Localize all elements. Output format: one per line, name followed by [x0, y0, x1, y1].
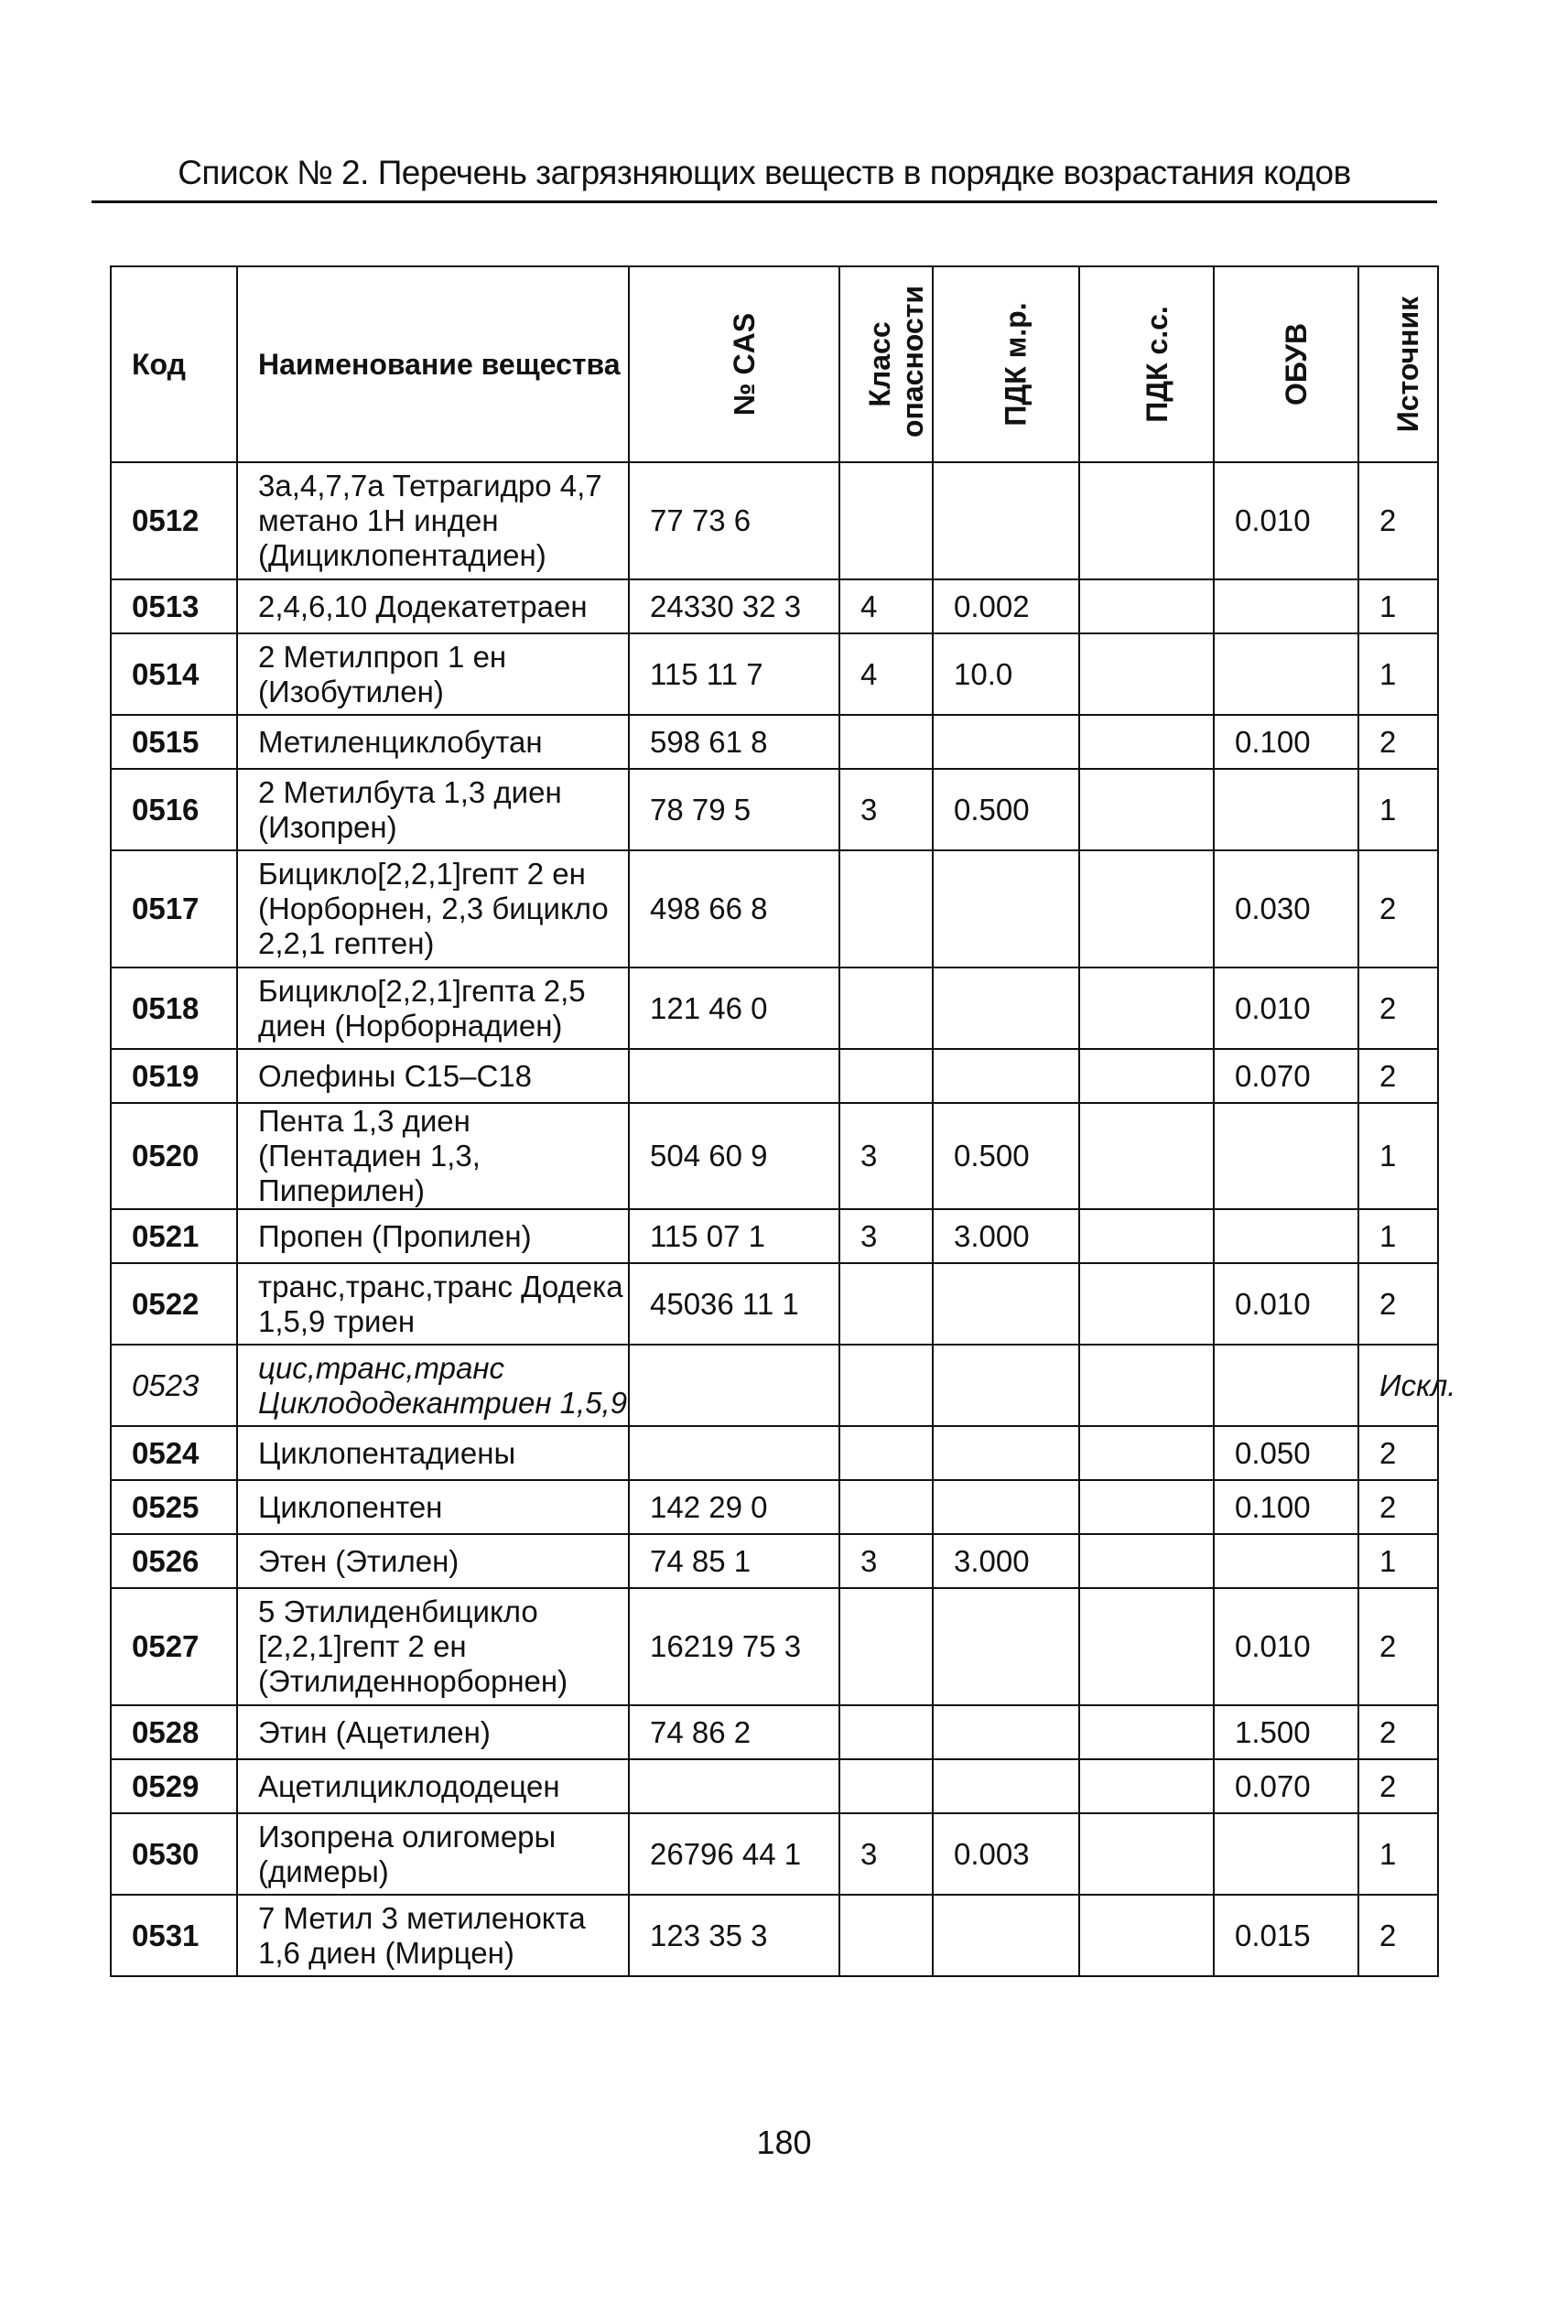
cell-cas: 115 07 1 [629, 1209, 839, 1263]
cell-source: 2 [1358, 1263, 1438, 1345]
cell-source: 1 [1358, 1209, 1438, 1263]
header-obuv [1214, 266, 1358, 462]
cell-cas: 504 60 9 [629, 1103, 839, 1209]
cell-code: 0527 [111, 1588, 237, 1705]
table-row [111, 1103, 1438, 1209]
cell-source: 1 [1358, 1813, 1438, 1895]
cell-source: 2 [1358, 462, 1438, 579]
cell-pdk-mr: 0.500 [933, 1103, 1079, 1209]
cell-pdk-mr: 0.003 [933, 1813, 1079, 1895]
cell-name: Ацетилциклододецен [237, 1759, 629, 1813]
cell-cas [629, 1426, 839, 1480]
cell-hazard-class: 3 [839, 1534, 933, 1588]
cell-pdk-ss [1079, 462, 1214, 579]
cell-source: 2 [1358, 715, 1438, 769]
table-row [111, 769, 1438, 850]
cell-hazard-class [839, 1263, 933, 1345]
cell-name: Метиленциклобутан [237, 715, 629, 769]
cell-hazard-class [839, 1588, 933, 1705]
header-pdk-ss-label: ПДК с.с. [1140, 306, 1173, 423]
cell-name: Циклопентен [237, 1480, 629, 1534]
cell-obuv: 0.015 [1214, 1895, 1358, 1976]
cell-hazard-class [839, 1426, 933, 1480]
cell-cas: 498 66 8 [629, 850, 839, 967]
substances-table [110, 265, 1456, 1977]
cell-code: 0521 [111, 1209, 237, 1263]
cell-name: 7 Метил 3 метиленокта 1,6 диен (Мирцен) [237, 1895, 629, 1976]
table-row [111, 1534, 1438, 1588]
cell-source: 2 [1358, 1895, 1438, 1976]
cell-obuv: 0.010 [1214, 462, 1358, 579]
cell-pdk-ss [1079, 769, 1214, 850]
cell-obuv [1214, 1813, 1358, 1895]
table-row [111, 462, 1438, 579]
cell-source: 1 [1358, 769, 1438, 850]
header-cas-label: № CAS [728, 312, 761, 416]
cell-source: 1 [1358, 633, 1438, 715]
cell-cas: 78 79 5 [629, 769, 839, 850]
cell-hazard-class: 3 [839, 1209, 933, 1263]
cell-hazard-class [839, 1759, 933, 1813]
page-number: 180 [756, 2124, 812, 2161]
cell-pdk-ss [1079, 967, 1214, 1049]
cell-obuv [1214, 1209, 1358, 1263]
cell-pdk-mr [933, 1426, 1079, 1480]
header-source-label: Источник [1391, 296, 1425, 433]
table-row [111, 1263, 1438, 1345]
cell-source: 2 [1358, 1705, 1438, 1759]
cell-source: 1 [1358, 1534, 1438, 1588]
cell-name: Олефины C15–C18 [237, 1049, 629, 1103]
cell-obuv [1214, 579, 1358, 633]
cell-source: 2 [1358, 1759, 1438, 1813]
table-header-row [111, 266, 1438, 462]
cell-name: цис,транс,транс Циклододекантриен 1,5,9 [237, 1345, 629, 1426]
cell-source: 1 [1358, 1103, 1438, 1209]
cell-pdk-mr [933, 1480, 1079, 1534]
cell-pdk-mr: 0.500 [933, 769, 1079, 850]
cell-pdk-ss [1079, 633, 1214, 715]
cell-code: 0515 [111, 715, 237, 769]
cell-obuv: 0.100 [1214, 1480, 1358, 1534]
cell-hazard-class: 4 [839, 633, 933, 715]
cell-cas: 142 29 0 [629, 1480, 839, 1534]
cell-pdk-ss [1079, 1895, 1214, 1976]
cell-source: Искл. [1358, 1345, 1438, 1426]
cell-pdk-mr: 3.000 [933, 1534, 1079, 1588]
header-code: Код [111, 266, 237, 462]
cell-hazard-class [839, 850, 933, 967]
cell-hazard-class [839, 1705, 933, 1759]
cell-code: 0522 [111, 1263, 237, 1345]
cell-code: 0531 [111, 1895, 237, 1976]
cell-cas: 74 86 2 [629, 1705, 839, 1759]
cell-pdk-mr [933, 850, 1079, 967]
cell-code: 0512 [111, 462, 237, 579]
cell-hazard-class: 3 [839, 1103, 933, 1209]
cell-code: 0514 [111, 633, 237, 715]
table-row [111, 1705, 1438, 1759]
table-row [111, 633, 1438, 715]
header-source [1358, 266, 1438, 462]
cell-obuv: 0.010 [1214, 1263, 1358, 1345]
cell-source: 2 [1358, 967, 1438, 1049]
cell-code: 0525 [111, 1480, 237, 1534]
header-hazard-class-label: Класс опасности [863, 285, 929, 438]
cell-obuv: 0.050 [1214, 1426, 1358, 1480]
cell-pdk-ss [1079, 1759, 1214, 1813]
cell-source: 2 [1358, 1426, 1438, 1480]
cell-pdk-mr: 3.000 [933, 1209, 1079, 1263]
cell-obuv: 0.070 [1214, 1049, 1358, 1103]
cell-code: 0520 [111, 1103, 237, 1209]
cell-pdk-mr [933, 715, 1079, 769]
table-row [111, 1895, 1438, 1976]
cell-pdk-mr: 0.002 [933, 579, 1079, 633]
cell-source: 2 [1358, 1588, 1438, 1705]
cell-obuv: 0.070 [1214, 1759, 1358, 1813]
cell-pdk-ss [1079, 1588, 1214, 1705]
cell-source: 1 [1358, 579, 1438, 633]
cell-hazard-class: 3 [839, 1813, 933, 1895]
cell-hazard-class [839, 715, 933, 769]
cell-pdk-ss [1079, 579, 1214, 633]
cell-name: 3a,4,7,7a Тетрагидро 4,7 метано 1H инден (Дициклопентадиен) [237, 462, 629, 579]
cell-hazard-class: 4 [839, 579, 933, 633]
cell-pdk-ss [1079, 1345, 1214, 1426]
cell-obuv [1214, 1534, 1358, 1588]
table-row [111, 1813, 1438, 1895]
cell-name: Бицикло[2,2,1]гепт 2 ен (Норборнен, 2,3 бицикло 2,2,1 гептен) [237, 850, 629, 967]
cell-cas [629, 1345, 839, 1426]
cell-hazard-class [839, 462, 933, 579]
cell-pdk-ss [1079, 1209, 1214, 1263]
table-row [111, 1480, 1438, 1534]
cell-pdk-ss [1079, 1534, 1214, 1588]
cell-code: 0524 [111, 1426, 237, 1480]
cell-name: Пропен (Пропилен) [237, 1209, 629, 1263]
cell-pdk-mr [933, 1588, 1079, 1705]
cell-hazard-class [839, 1480, 933, 1534]
table-row [111, 1759, 1438, 1813]
cell-name: Циклопентадиены [237, 1426, 629, 1480]
table-row [111, 850, 1438, 967]
cell-code: 0516 [111, 769, 237, 850]
cell-obuv: 0.010 [1214, 1588, 1358, 1705]
cell-hazard-class [839, 967, 933, 1049]
cell-obuv: 0.100 [1214, 715, 1358, 769]
table-row [111, 1426, 1438, 1480]
cell-pdk-ss [1079, 850, 1214, 967]
cell-cas: 115 11 7 [629, 633, 839, 715]
header-hazard-class [839, 266, 933, 462]
cell-cas: 123 35 3 [629, 1895, 839, 1976]
table-row [111, 1209, 1438, 1263]
cell-code: 0523 [111, 1345, 237, 1426]
cell-pdk-ss [1079, 1705, 1214, 1759]
cell-cas [629, 1049, 839, 1103]
table-row [111, 1049, 1438, 1103]
cell-source: 2 [1358, 1049, 1438, 1103]
cell-cas: 26796 44 1 [629, 1813, 839, 1895]
cell-pdk-mr [933, 1049, 1079, 1103]
cell-code: 0517 [111, 850, 237, 967]
cell-name: Бицикло[2,2,1]гепта 2,5 диен (Норборнадиен) [237, 967, 629, 1049]
header-obuv-label: ОБУВ [1279, 322, 1313, 406]
cell-source: 2 [1358, 1480, 1438, 1534]
cell-pdk-ss [1079, 1103, 1214, 1209]
cell-pdk-ss [1079, 715, 1214, 769]
cell-pdk-mr [933, 1345, 1079, 1426]
cell-code: 0529 [111, 1759, 237, 1813]
cell-cas: 24330 32 3 [629, 579, 839, 633]
cell-pdk-mr [933, 967, 1079, 1049]
header-cas [629, 266, 839, 462]
cell-name: 2,4,6,10 Додекатетраен [237, 579, 629, 633]
cell-name: Этин (Ацетилен) [237, 1705, 629, 1759]
cell-code: 0513 [111, 579, 237, 633]
cell-pdk-ss [1079, 1480, 1214, 1534]
cell-hazard-class [839, 1345, 933, 1426]
cell-obuv [1214, 769, 1358, 850]
cell-cas: 598 61 8 [629, 715, 839, 769]
table-body [111, 462, 1456, 1976]
cell-pdk-ss [1079, 1049, 1214, 1103]
cell-pdk-mr [933, 1895, 1079, 1976]
cell-pdk-mr [933, 1705, 1079, 1759]
table-row [111, 579, 1438, 633]
header-name: Наименование вещества [237, 266, 629, 462]
cell-pdk-ss [1079, 1263, 1214, 1345]
cell-obuv [1214, 1345, 1358, 1426]
cell-hazard-class: 3 [839, 769, 933, 850]
cell-pdk-ss [1079, 1426, 1214, 1480]
table-row [111, 715, 1438, 769]
header-pdk-ss [1079, 266, 1214, 462]
title-rule [92, 200, 1437, 203]
cell-code: 0530 [111, 1813, 237, 1895]
cell-name: 5 Этилиденбицикло [2,2,1]гепт 2 ен (Этилиденнорборнен) [237, 1588, 629, 1705]
cell-obuv [1214, 1103, 1358, 1209]
cell-code: 0519 [111, 1049, 237, 1103]
cell-hazard-class [839, 1895, 933, 1976]
cell-obuv: 0.010 [1214, 967, 1358, 1049]
cell-source: 2 [1358, 850, 1438, 967]
cell-name: 2 Метилпроп 1 ен (Изобутилен) [237, 633, 629, 715]
cell-pdk-mr [933, 1263, 1079, 1345]
page-title: Список № 2. Перечень загрязняющих веществ в порядке возрастания кодов [178, 154, 1351, 191]
cell-code: 0518 [111, 967, 237, 1049]
cell-code: 0528 [111, 1705, 237, 1759]
cell-obuv: 1.500 [1214, 1705, 1358, 1759]
cell-pdk-mr [933, 1759, 1079, 1813]
table-row [111, 1345, 1438, 1426]
cell-cas [629, 1759, 839, 1813]
cell-name: транс,транс,транс Додека 1,5,9 триен [237, 1263, 629, 1345]
cell-name: 2 Метилбута 1,3 диен (Изопрен) [237, 769, 629, 850]
cell-pdk-mr: 10.0 [933, 633, 1079, 715]
table-row [111, 1588, 1438, 1705]
cell-code: 0526 [111, 1534, 237, 1588]
cell-cas: 77 73 6 [629, 462, 839, 579]
cell-hazard-class [839, 1049, 933, 1103]
header-pdk-mr [933, 266, 1079, 462]
cell-name: Пента 1,3 диен (Пентадиен 1,3, Пиперилен) [237, 1103, 629, 1209]
cell-cas: 74 85 1 [629, 1534, 839, 1588]
cell-obuv: 0.030 [1214, 850, 1358, 967]
cell-cas: 121 46 0 [629, 967, 839, 1049]
cell-cas: 16219 75 3 [629, 1588, 839, 1705]
cell-name: Этен (Этилен) [237, 1534, 629, 1588]
cell-name: Изопрена олигомеры (димеры) [237, 1813, 629, 1895]
table-row [111, 967, 1438, 1049]
cell-pdk-ss [1079, 1813, 1214, 1895]
header-pdk-mr-label: ПДК м.р. [1000, 302, 1033, 427]
cell-obuv [1214, 633, 1358, 715]
cell-pdk-mr [933, 462, 1079, 579]
cell-cas: 45036 11 1 [629, 1263, 839, 1345]
